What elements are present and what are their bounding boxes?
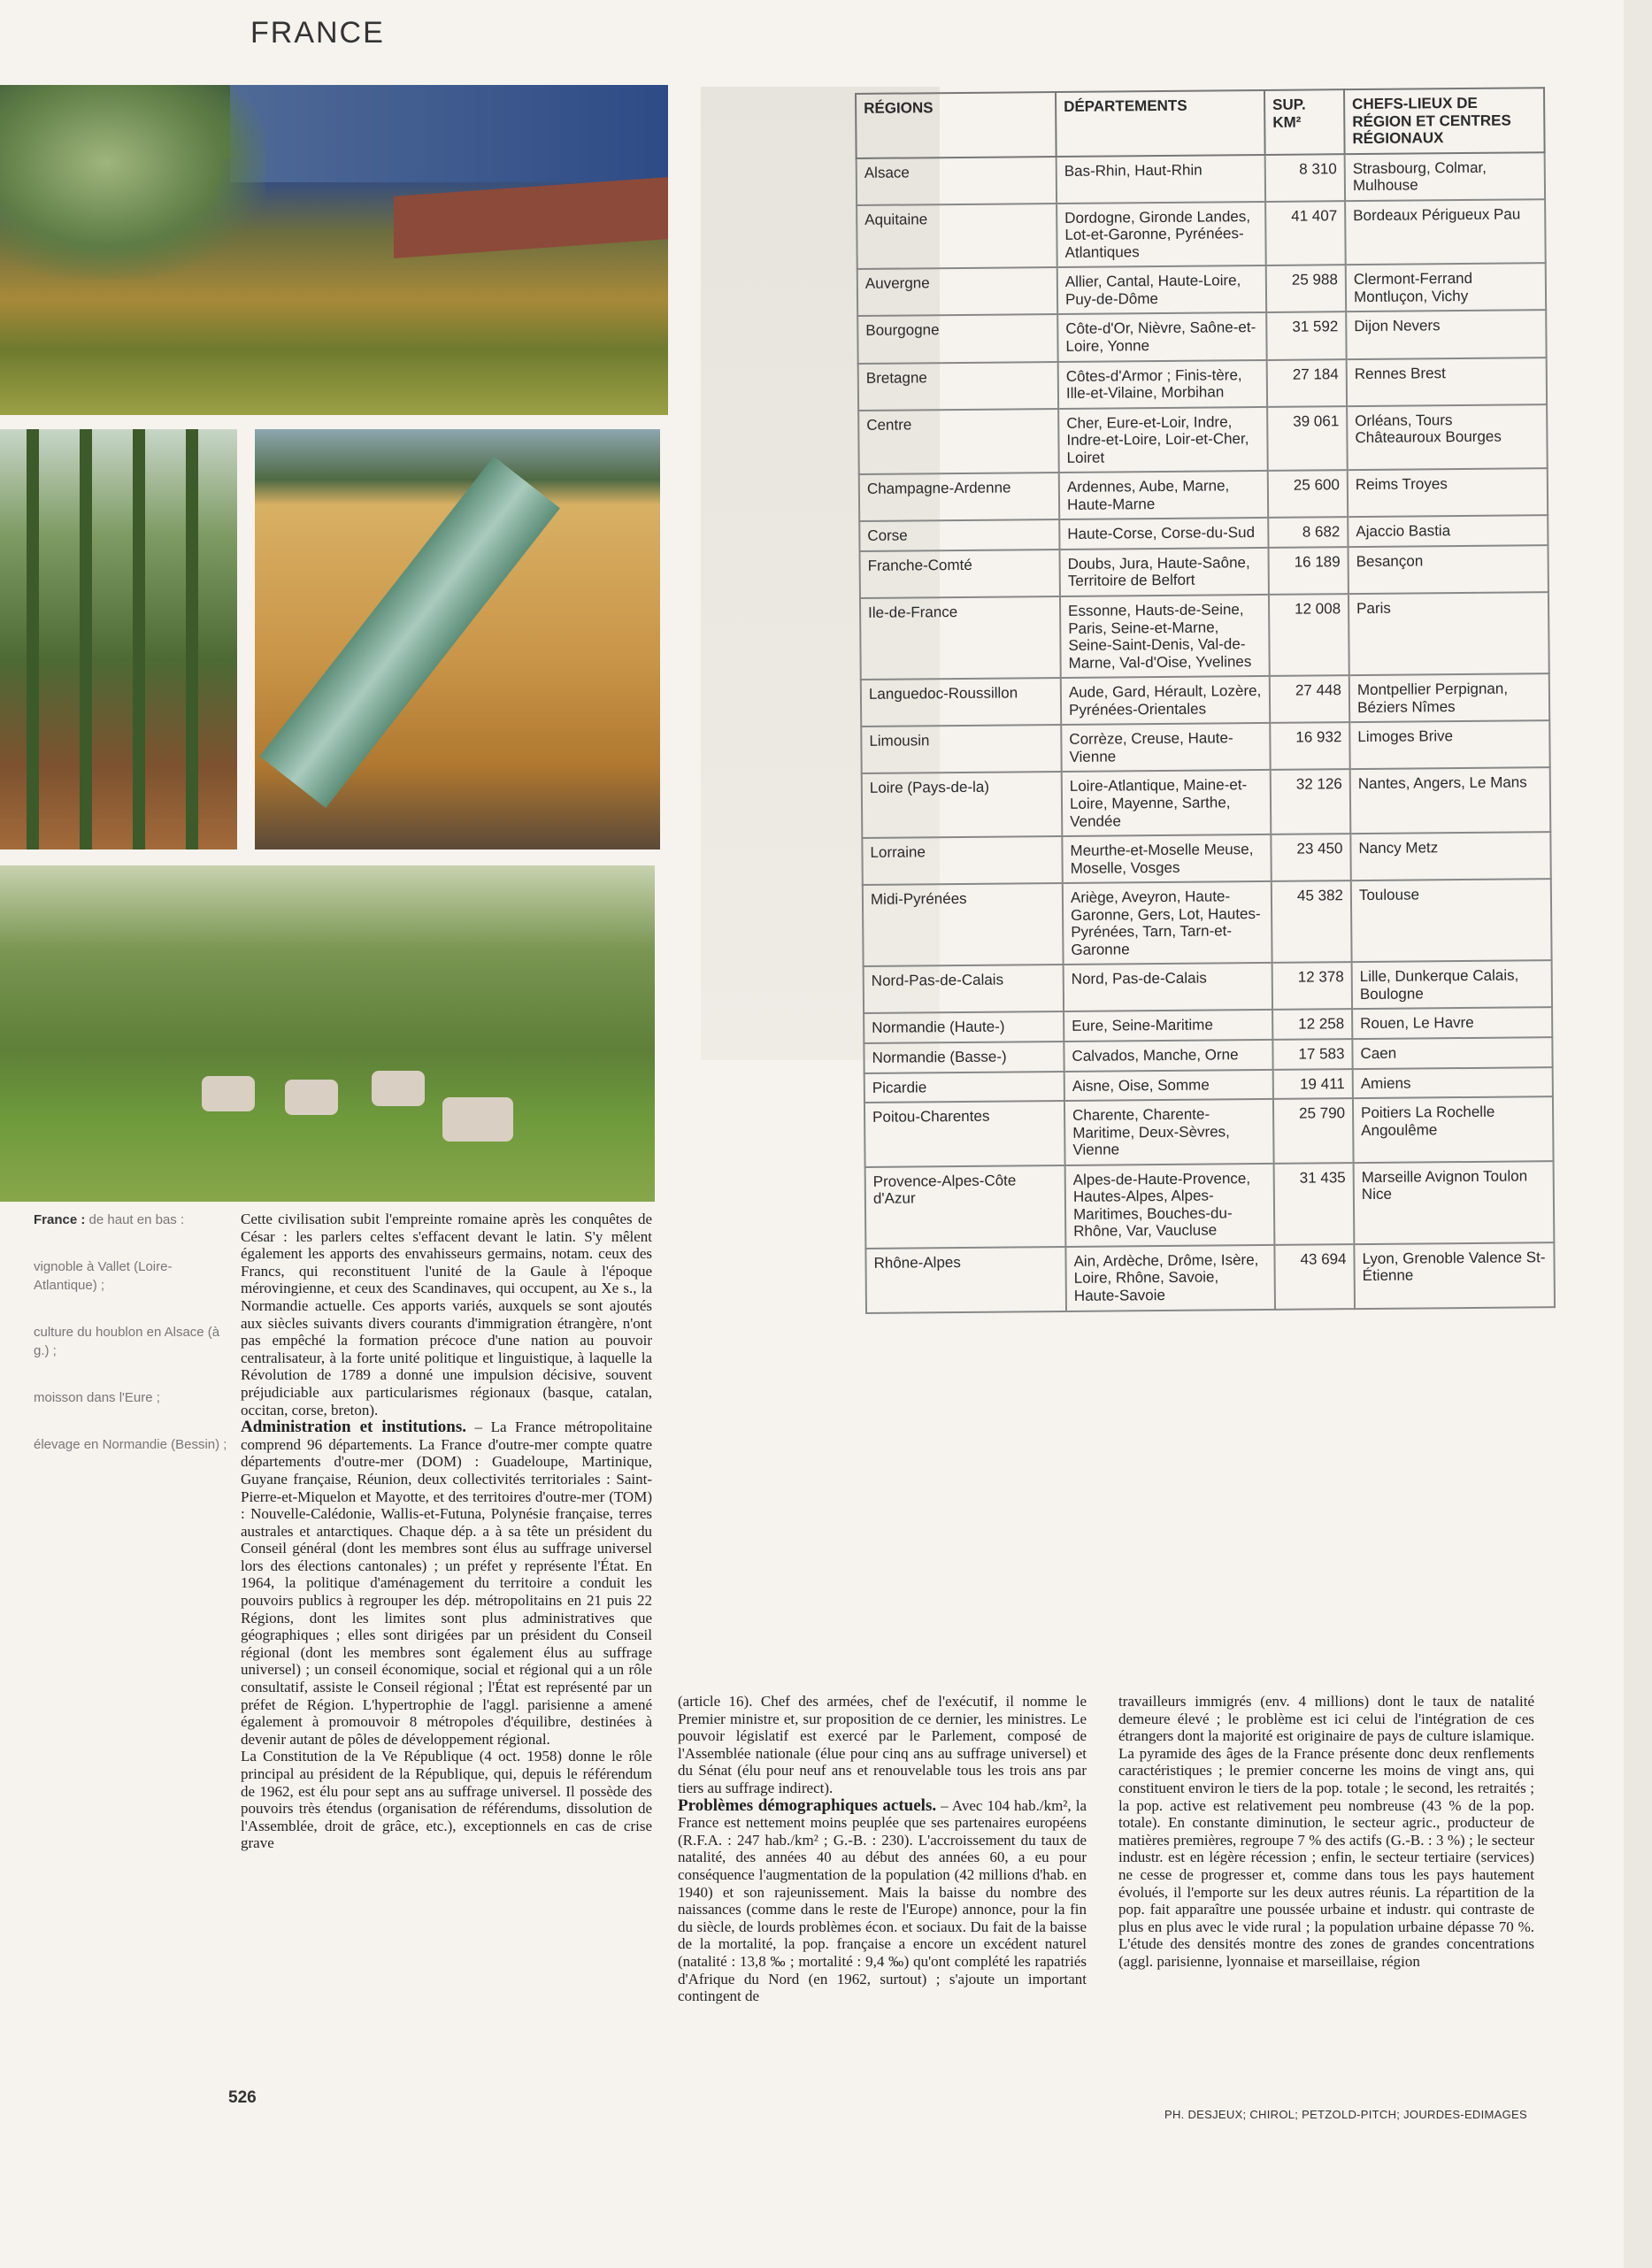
photo-cow xyxy=(202,1076,255,1111)
cell-chefs-lieux: Ajaccio Bastia xyxy=(1348,516,1548,548)
page-header-title: FRANCE xyxy=(250,16,385,50)
cell-region: Centre xyxy=(858,409,1059,475)
cell-region: Languedoc-Roussillon xyxy=(861,678,1061,727)
table-row xyxy=(865,1161,1555,1249)
cell-chefs-lieux: Nancy Metz xyxy=(1350,832,1550,880)
photo-roof xyxy=(394,177,668,258)
cell-chefs-lieux: Paris xyxy=(1348,592,1549,675)
cell-chefs-lieux: Lyon, Grenoble Valence St-Étienne xyxy=(1354,1242,1555,1309)
cell-region: Bourgogne xyxy=(857,314,1057,363)
cell-chefs-lieux: Dijon Nevers xyxy=(1346,311,1546,359)
column-header-chefs-lieux: CHEFS-LIEUX DE RÉGION ET CENTRES RÉGIONAUX xyxy=(1344,88,1545,154)
column-header-superficie: SUP. KM² xyxy=(1264,89,1345,154)
paragraph: La Constitution de la Ve République (4 oct. 1958) donne le rôle principal au président de la République, qui, depuis le référendum de 1962, est élu pour sept ans au suffrage universel. Il possède des pouvoirs très étendus (organisation de référendums, dissolution de l'Assemblée, droit de grâce, etc.), exceptionnels en cas de crise grave xyxy=(241,1748,652,1852)
table-row xyxy=(857,152,1545,205)
cell-region: Champagne-Ardenne xyxy=(859,473,1059,521)
caption-item: culture du houblon en Alsace (à g.) ; xyxy=(34,1325,220,1358)
cell-chefs-lieux: Montpellier Perpignan, Béziers Nîmes xyxy=(1349,673,1549,722)
cell-departements: Eure, Seine-Maritime xyxy=(1064,1010,1272,1042)
cell-departements: Ariège, Aveyron, Haute-Garonne, Gers, Lot, Hautes-Pyrénées, Tarn, Tarn-et-Garonne xyxy=(1063,881,1272,965)
cell-chefs-lieux: Marseille Avignon Toulon Nice xyxy=(1354,1161,1555,1244)
cell-superficie: 8 310 xyxy=(1265,154,1345,202)
cell-superficie: 32 126 xyxy=(1271,770,1351,834)
cell-region: Bretagne xyxy=(858,362,1058,411)
photo-harvest-chute xyxy=(259,457,560,808)
table-row xyxy=(861,673,1549,727)
cell-departements: Haute-Corse, Corse-du-Sud xyxy=(1059,518,1268,550)
cell-chefs-lieux: Bordeaux Périgueux Pau xyxy=(1345,199,1546,265)
cell-chefs-lieux: Rennes Brest xyxy=(1347,357,1547,406)
cell-region: Alsace xyxy=(857,157,1057,205)
cell-superficie: 25 600 xyxy=(1268,470,1348,518)
cell-region: Provence-Alpes-Côte d'Azur xyxy=(865,1165,1066,1249)
cell-departements: Côtes-d'Armor ; Finis-tère, Ille-et-Vilaine, Morbihan xyxy=(1058,360,1267,409)
cell-departements: Doubs, Jura, Haute-Saône, Territoire de Belfort xyxy=(1060,548,1269,596)
cell-region: Picardie xyxy=(864,1071,1064,1103)
photo-cow xyxy=(442,1097,513,1142)
cell-departements: Ain, Ardèche, Drôme, Isère, Loire, Rhône, Savoie, Haute-Savoie xyxy=(1065,1245,1275,1311)
photo-cattle xyxy=(0,865,655,1202)
cell-superficie: 17 583 xyxy=(1272,1039,1352,1069)
cell-chefs-lieux: Strasbourg, Colmar, Mulhouse xyxy=(1345,152,1545,201)
cell-superficie: 39 061 xyxy=(1267,406,1348,471)
caption-item: moisson dans l'Eure ; xyxy=(34,1390,160,1405)
cell-superficie: 43 694 xyxy=(1274,1244,1355,1309)
table-row xyxy=(864,960,1552,1013)
photo-harvest xyxy=(255,429,660,850)
table-row xyxy=(865,1242,1555,1312)
cell-superficie: 27 184 xyxy=(1267,359,1347,407)
regions-table xyxy=(855,87,1556,1313)
paragraph xyxy=(241,1418,652,1748)
page-number: 526 xyxy=(228,2088,257,2107)
cell-superficie: 25 988 xyxy=(1266,265,1346,313)
paragraph-text: – Avec 104 hab./km², la France est nettement moins peuplée que ses partenaires européens (R.F.A. : 247 hab./km² ; G.-B. : 230). L'accroissement du taux de natalité, des années 40 au début des années 60, a eu pour conséquence l'augmentation de la population (42 millions d'hab. en 1940) et son rajeunissement. Mais la baisse du nombre des naissances (comme dans le reste de l'Europe) annonce, pour la fin du siècle, de lourds problèmes écon. et sociaux. Du fait de la baisse de la mortalité, la pop. française a encore un excédent naturel (natalité : 13,8 ‰ ; mortalité : 9,4 ‰) qu'ont complété les rapatriés d'Afrique du Nord (en 1962, surtout) ; s'ajoute un important contingent de xyxy=(678,1796,1087,2005)
cell-departements: Allier, Cantal, Haute-Loire, Puy-de-Dôme xyxy=(1057,265,1266,314)
cell-superficie: 27 448 xyxy=(1270,675,1349,723)
caption-lead-bold: France : xyxy=(34,1212,86,1227)
caption-lead-text: de haut en bas : xyxy=(88,1212,185,1227)
cell-chefs-lieux: Toulouse xyxy=(1351,879,1552,962)
photo-hop-vine xyxy=(80,429,92,850)
table-row xyxy=(859,468,1548,521)
table-row xyxy=(861,720,1549,773)
text-column-2 xyxy=(678,1693,1087,2005)
photo-captions xyxy=(34,1211,233,1482)
cell-region: Nord-Pas-de-Calais xyxy=(864,965,1064,1013)
photo-credits: PH. DESJEUX; CHIROL; PETZOLD-PITCH; JOURDES-EDIMAGES xyxy=(1164,2108,1527,2121)
cell-region: Aquitaine xyxy=(857,204,1057,270)
column-header-regions: RÉGIONS xyxy=(856,92,1057,158)
cell-departements: Cher, Eure-et-Loir, Indre, Indre-et-Loire, Loir-et-Cher, Loiret xyxy=(1058,407,1268,473)
photo-hops xyxy=(0,429,237,850)
paragraph: travailleurs immigrés (env. 4 millions) dont le taux de natalité demeure élevé ; le problème est ici celui de l'intégration de ces étrangers dont la majorité est originaire de pays de culture islamique. La pyramide des âges de la France présente donc deux renflements caractéristiques ; le premier concerne les moins de vingt ans, qui constituent environ le tiers de la pop. totale ; le second, les retraités ; la pop. active est relativement peu nombreuse (43 % de la pop. totale). En constante diminution, le secteur agric., producteur de matières premières, regroupe 7 % des actifs (G.-B. : 3 %) ; le secteur industr. est en légère récession ; enfin, le secteur tertiaire (services) ne cesse de progresser et, comme dans tous les pays hautement évolués, il l'emporte sur les deux autres réunis. La répartition de la pop. fait apparaître une poussée urbaine et industr. qui contraste de plus en plus avec le vide rural ; la population urbaine dépasse 70 %. L'étude des densités montre des zones de grandes concentrations (aggl. parisienne, lyonnaise et marseillaise, région xyxy=(1118,1693,1534,1970)
paragraph xyxy=(678,1797,1087,2005)
cell-region: Franche-Comté xyxy=(860,550,1060,598)
cell-chefs-lieux: Reims Troyes xyxy=(1348,468,1548,517)
cell-superficie: 8 682 xyxy=(1268,518,1348,548)
cell-superficie: 23 450 xyxy=(1271,834,1350,881)
cell-region: Auvergne xyxy=(857,267,1057,316)
table-header-row xyxy=(856,88,1545,158)
table-row xyxy=(862,832,1550,885)
table-row xyxy=(858,404,1548,474)
caption-item: élevage en Normandie (Bessin) ; xyxy=(34,1437,227,1452)
paragraph: Cette civilisation subit l'empreinte romaine après les conquêtes de César : les parlers celtes s'effacent devant le latin. S'y mêlent également les apports des envahisseurs germains, notam. ceux des Francs, qui reconstituent l'unité de la Gaule à l'époque mérovingienne, et ceux des Scandinaves, qui occupent, au Xe s., la Normandie actuelle. Ces apports variés, auxquels se sont ajoutés aux siècles suivants divers courants d'immigration étrangère, n'ont pas empêché la formation précoce d'une nation au pouvoir centralisateur, à la forte unité politique et linguistique, à laquelle la Révolution de 1789 a donné une impulsion décisive, souvent préjudiciable aux particularismes régionaux (basque, catalan, occitan, corse, breton). xyxy=(241,1211,652,1418)
photo-cow xyxy=(285,1080,338,1115)
paragraph: (article 16). Chef des armées, chef de l'exécutif, il nomme le Premier ministre et, sur proposition de ce dernier, les ministres. Le pouvoir législatif est exercé par le Parlement, composé de l'Assemblée nationale (élue pour cinq ans au suffrage universel) et du Sénat (élu pour neuf ans et renouvelable tous les trois ans par tiers au suffrage indirect). xyxy=(678,1693,1087,1796)
cell-departements: Meurthe-et-Moselle Meuse, Moselle, Vosges xyxy=(1062,834,1271,883)
cell-chefs-lieux: Clermont-Ferrand Montluçon, Vichy xyxy=(1346,264,1546,312)
cell-region: Limousin xyxy=(861,725,1061,773)
photo-tree xyxy=(0,85,265,280)
cell-superficie: 31 435 xyxy=(1274,1163,1355,1245)
regions-table-wrapper xyxy=(855,87,1559,1677)
table-row xyxy=(862,768,1551,838)
cell-chefs-lieux: Caen xyxy=(1352,1037,1552,1069)
cell-chefs-lieux: Orléans, Tours Châteauroux Bourges xyxy=(1347,404,1548,471)
table-row xyxy=(857,311,1546,364)
cell-chefs-lieux: Lille, Dunkerque Calais, Boulogne xyxy=(1352,960,1552,1009)
table-row xyxy=(860,545,1548,598)
cell-departements: Aisne, Oise, Somme xyxy=(1064,1069,1273,1101)
cell-region: Lorraine xyxy=(862,836,1062,885)
photo-cow xyxy=(372,1071,425,1106)
cell-region: Rhône-Alpes xyxy=(865,1247,1066,1313)
text-column-3 xyxy=(1118,1693,1534,1971)
photo-hop-vine xyxy=(186,429,198,850)
cell-superficie: 25 790 xyxy=(1273,1098,1354,1163)
table-row xyxy=(864,1096,1554,1166)
section-heading: Administration et institutions. xyxy=(241,1418,466,1437)
cell-region: Corse xyxy=(859,519,1059,551)
table-row xyxy=(857,264,1546,317)
cell-chefs-lieux: Nantes, Angers, Le Mans xyxy=(1350,768,1551,834)
table-row xyxy=(863,879,1552,966)
cell-chefs-lieux: Amiens xyxy=(1353,1067,1553,1099)
cell-superficie: 12 378 xyxy=(1272,962,1352,1010)
cell-departements: Calvados, Manche, Orne xyxy=(1064,1040,1272,1072)
cell-region: Loire (Pays-de-la) xyxy=(862,772,1063,838)
cell-superficie: 16 189 xyxy=(1269,547,1348,595)
cell-superficie: 19 411 xyxy=(1273,1069,1353,1099)
cell-departements: Alpes-de-Haute-Provence, Hautes-Alpes, Alpes-Maritimes, Bouches-du-Rhône, Var, Vaucluse xyxy=(1065,1164,1275,1247)
cell-region: Normandie (Basse-) xyxy=(864,1042,1064,1073)
cell-departements: Corrèze, Creuse, Haute-Vienne xyxy=(1061,723,1270,772)
cell-departements: Aude, Gard, Hérault, Lozère, Pyrénées-Orientales xyxy=(1061,676,1270,725)
photo-vineyard xyxy=(0,85,668,415)
caption-lead xyxy=(34,1211,233,1229)
cell-superficie: 45 382 xyxy=(1272,880,1352,963)
cell-departements: Ardennes, Aube, Marne, Haute-Marne xyxy=(1059,471,1268,519)
paragraph-text: – La France métropolitaine comprend 96 départements. La France d'outre-mer compte quatre départements d'outre-mer (DOM) : Guadeloupe, Martinique, Guyane française, Réunion, deux collectivités territoriales : Saint-Pierre-et-Miquelon et Mayotte, et des territoires d'outre-mer (TOM) : Nouvelle-Calédonie, Wallis-et-Futuna, Polynésie française, terres australes et antarctiques. Chaque dép. a à sa tête un président du Conseil général (dont les membres sont élus au suffrage universel lors des élections cantonales) ; un préfet y représente l'État. En 1964, la politique d'aménagement du territoire a conduit les pouvoirs publics à regrouper les dép. métropolitains en 21 puis 22 Régions, dont les limites sont plus administratives que géographiques ; elles sont dirigées par un président du Conseil régional (dont les membres sont également élus au suffrage universel) ; un conseil économique, social et régional qui a un rôle consultatif, assiste le Conseil régional ; l'État est représenté par un préfet de Région. L'hypertrophie de l'aggl. parisienne a amené également à promouvoir 8 métropoles d'équilibre, destinées à devenir autant de pôles de développement régional. xyxy=(241,1418,652,1748)
text-column-1 xyxy=(241,1211,652,1852)
cell-chefs-lieux: Limoges Brive xyxy=(1349,720,1549,769)
cell-departements: Loire-Atlantique, Maine-et-Loire, Mayenne, Sarthe, Vendée xyxy=(1062,770,1272,836)
table-row xyxy=(857,199,1546,269)
table-body xyxy=(857,152,1555,1313)
table-row xyxy=(858,357,1547,411)
photo-hop-vine xyxy=(133,429,145,850)
cell-chefs-lieux: Besançon xyxy=(1348,545,1548,594)
cell-superficie: 41 407 xyxy=(1265,201,1346,265)
cell-region: Normandie (Haute-) xyxy=(864,1011,1064,1043)
photo-hop-vine xyxy=(27,429,39,850)
column-header-departements: DÉPARTEMENTS xyxy=(1056,90,1265,157)
photo-sky xyxy=(230,85,668,182)
cell-departements: Nord, Pas-de-Calais xyxy=(1064,963,1272,1011)
cell-superficie: 16 932 xyxy=(1270,722,1349,770)
cell-departements: Dordogne, Gironde Landes, Lot-et-Garonne, Pyrénées-Atlantiques xyxy=(1057,202,1266,268)
cell-departements: Côte-d'Or, Nièvre, Saône-et-Loire, Yonne xyxy=(1057,312,1266,361)
cell-chefs-lieux: Rouen, Le Havre xyxy=(1352,1008,1552,1040)
cell-departements: Essonne, Hauts-de-Seine, Paris, Seine-et-Marne, Seine-Saint-Denis, Val-de-Marne, Val-d'Oise, Yvelines xyxy=(1060,595,1270,678)
cell-region: Ile-de-France xyxy=(860,596,1061,680)
cell-superficie: 12 258 xyxy=(1272,1010,1352,1040)
caption-item: vignoble à Vallet (Loire-Atlantique) ; xyxy=(34,1259,173,1293)
cell-superficie: 12 008 xyxy=(1269,594,1349,676)
cell-region: Poitou-Charentes xyxy=(864,1101,1065,1167)
section-heading: Problèmes démographiques actuels. xyxy=(678,1795,937,1815)
cell-superficie: 31 592 xyxy=(1266,312,1346,360)
cell-departements: Charente, Charente-Maritime, Deux-Sèvres, Vienne xyxy=(1064,1099,1274,1165)
cell-region: Midi-Pyrénées xyxy=(863,883,1064,966)
cell-departements: Bas-Rhin, Haut-Rhin xyxy=(1057,155,1265,204)
table-row xyxy=(860,592,1549,680)
cell-chefs-lieux: Poitiers La Rochelle Angoulême xyxy=(1353,1096,1554,1163)
